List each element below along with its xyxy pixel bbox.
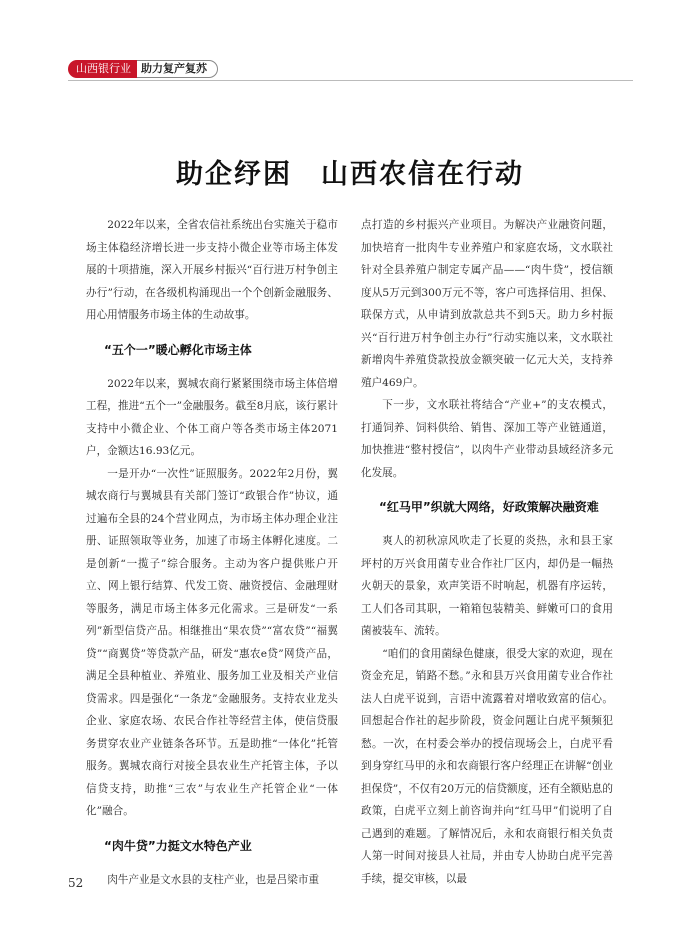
body-paragraph: 下一步，文水联社将结合“产业+”的支农模式，打通饲养、饲料供给、销售、深加工等产业链通道，加快推进“整村授信”，以肉牛产业带动县域经济多元化发展。 — [361, 399, 613, 479]
intro-paragraph: 2022年以来，全省农信社系统出台实施关于稳市场主体稳经济增长进一步支持小微企业等市场主体发展的十项措施，深入开展乡村振兴“百行进万村争创主办行”行动，在各级机构涌现出一个个创新金融服务、用心用情服务市场主体的生动故事。 — [86, 219, 338, 321]
body-paragraph: 肉牛产业是文水县的支柱产业，也是吕梁市重 — [107, 873, 320, 886]
body-paragraph: 2022年以来，翼城农商行紧紧围绕市场主体倍增工程，推进“五个一”金融服务。截至8月底，该行累计支持中小微企业、个体工商户等各类市场主体2071户，金额达16.93亿元。 — [86, 377, 338, 457]
body-paragraph-continued: 点打造的乡村振兴产业项目。为解决产业融资问题，加快培育一批肉牛专业养殖户和家庭农场，文水联社针对全县养殖户制定专属产品——“肉牛贷”，授信额度从5万元到300万元不等，客户可选择信用、担保、联保方式，从申请到放款总共不到5天。助力乡村振兴“百行进万村争创主办行”行动实施以来，文水联社新增肉牛养殖贷款投放金额突破一亿元大关，支持养殖户469户。 — [361, 219, 613, 389]
page-number: 52 — [68, 876, 84, 890]
article-title: 助企纾困 山西农信在行动 — [176, 159, 524, 190]
section-tag — [68, 60, 218, 78]
left-column — [86, 214, 338, 891]
section-heading-wugeyi: “五个一”暖心孵化市场主体 — [104, 342, 252, 357]
body-paragraph: 爽人的初秋凉风吹走了长夏的炎热，永和县王家坪村的万兴食用菌专业合作社厂区内，却仍是一幅热火朝天的景象，欢声笑语不时响起，机器有序运转，工人们各司其职，一箱箱包装精美、鲜嫩可口的食用菌被装车、流转。 — [361, 535, 613, 637]
section-heading-rouniudai: “肉牛贷”力挺文水特色产业 — [104, 838, 252, 853]
section-subtag-label: 助力复产复苏 — [137, 60, 218, 78]
section-tag-label: 山西银行业 — [68, 60, 137, 78]
right-column — [361, 214, 613, 890]
section-heading-hongmajia: “红马甲”织就大网络，好政策解决融资难 — [379, 500, 599, 514]
header-divider — [68, 80, 633, 81]
body-paragraph: “咱们的食用菌绿色健康，很受大家的欢迎，现在资金充足，销路不愁。”永和县万兴食用菌专业合作社法人白虎平说到，言语中流露着对增收致富的信心。回想起合作社的起步阶段，资金问题让白虎平频频犯愁。一次，在村委会举办的授信现场会上，白虎平看到身穿红马甲的永和农商银行客户经理正在讲解“创业担保贷”，不仅有20万元的信贷额度，还有全额贴息的政策，白虎平立刻上前咨询并向“红马甲”们说明了自己遇到的难题。了解情况后，永和农商银行相关负责人第一时间对接县人社局，并由专人协助白虎平完善手续，提交审核，以最 — [361, 647, 613, 885]
body-paragraph: 一是开办“一次性”证照服务。2022年2月份，翼城农商行与翼城县有关部门签订“政银合作”协议，通过遍布全县的24个营业网点，为市场主体办理企业注册、证照领取等业务，加速了市场主体孵化速度。二是创新“一揽子”综合服务。主动为客户提供账户开立、网上银行结算、代发工资、融资授信、金融理财等服务，满足市场主体多元化需求。三是研发“一系列”新型信贷产品。相继推出“果农贷”“富农贷”“福翼贷”“商翼贷”等贷款产品，研发“惠农e贷”网贷产品，满足全县种植业、养殖业、服务加工业及相关产业信贷需求。四是强化“一条龙”金融服务。支持农业龙头企业、家庭农场、农民合作社等经营主体，使信贷服务贯穿农业产业链条各环节。五是助推“一体化”托管服务。翼城农商行对接全县农业生产托管主体，予以信贷支持，助推“三农”与农业生产托管企业“一体化”融合。 — [86, 467, 338, 817]
